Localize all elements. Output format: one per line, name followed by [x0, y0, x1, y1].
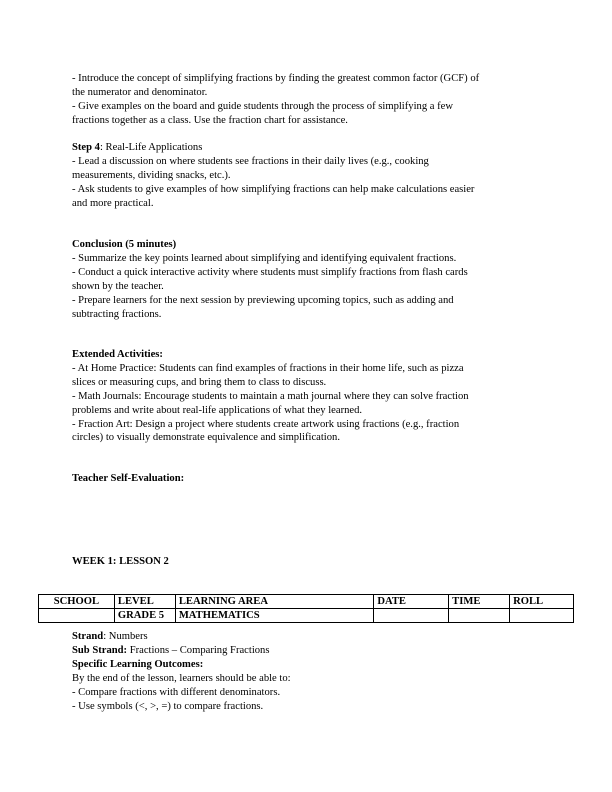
text-line: shown by the teacher.: [72, 280, 164, 292]
strand-line: [72, 630, 542, 644]
header-date: DATE: [374, 595, 449, 609]
step4-heading: [72, 141, 542, 155]
header-time: TIME: [449, 595, 510, 609]
substrand-line: [72, 644, 542, 658]
extended-heading: Extended Activities:: [72, 349, 163, 360]
text-line: circles) to visually demonstrate equivalence and simplification.: [72, 432, 340, 444]
text-line: problems and write about real-life applications of what they learned.: [72, 404, 363, 416]
text-line: slices or measuring cups, and bring them to class to discuss.: [72, 376, 327, 388]
text-line: the numerator and denominator.: [72, 86, 208, 98]
lesson-details-section: [72, 630, 542, 713]
step4-section: [72, 141, 542, 211]
text-line: - Summarize the key points learned about simplifying and identifying equivalent fractions.: [72, 252, 457, 264]
self-evaluation-section: [72, 472, 542, 486]
week-lesson-section: [72, 555, 542, 569]
text-line: - Compare fractions with different denominators.: [72, 686, 281, 698]
text-line: subtracting fractions.: [72, 308, 162, 320]
substrand-value: Fractions – Comparing Fractions: [127, 644, 270, 656]
text-line: - Lead a discussion on where students see fractions in their daily lives (e.g., cooking: [72, 155, 429, 167]
lesson-info-table: [38, 594, 574, 623]
strand-label: Strand: [72, 631, 104, 642]
text-line: - Use symbols (<, >, =) to compare fractions.: [72, 700, 264, 712]
cell-roll: [510, 609, 574, 623]
conclusion-heading: Conclusion (5 minutes): [72, 239, 177, 250]
text-line: - Ask students to give examples of how simplifying fractions can help make calculations easier: [72, 183, 475, 195]
cell-level: GRADE 5: [114, 609, 175, 623]
cell-date: [374, 609, 449, 623]
text-line: fractions together as a class. Use the fraction chart for assistance.: [72, 114, 348, 126]
text-line: - Give examples on the board and guide students through the process of simplifying a few: [72, 100, 453, 112]
extended-activities-section: [72, 348, 542, 445]
cell-school: [39, 609, 115, 623]
text-line: By the end of the lesson, learners should be able to:: [72, 672, 291, 684]
self-evaluation-heading: Teacher Self-Evaluation:: [72, 473, 185, 484]
table-row: [39, 609, 574, 623]
cell-learning-area: MATHEMATICS: [175, 609, 374, 623]
text-line: - Conduct a quick interactive activity where students must simplify fractions from flash cards: [72, 266, 468, 278]
week-lesson-heading: WEEK 1: LESSON 2: [72, 556, 169, 567]
strand-value: : Numbers: [103, 631, 148, 642]
text-line: - Math Journals: Encourage students to maintain a math journal where they can solve fraction: [72, 390, 469, 402]
conclusion-section: [72, 238, 542, 321]
step4-heading-label: Step 4: [72, 142, 100, 153]
text-line: - At Home Practice: Students can find examples of fractions in their home life, such as pizza: [72, 362, 464, 374]
header-roll: ROLL: [510, 595, 574, 609]
text-line: and more practical.: [72, 197, 154, 209]
outcomes-heading: Specific Learning Outcomes:: [72, 658, 204, 670]
text-line: - Fraction Art: Design a project where students create artwork using fractions (e.g., fraction: [72, 418, 460, 430]
table-header-row: [39, 595, 574, 609]
text-line: measurements, dividing snacks, etc.).: [72, 169, 231, 181]
substrand-label: Sub Strand:: [72, 644, 128, 656]
header-learning-area: LEARNING AREA: [175, 595, 374, 609]
text-line: - Introduce the concept of simplifying fractions by finding the greatest common factor (GCF) of: [72, 73, 480, 84]
text-line: - Prepare learners for the next session by previewing upcoming topics, such as adding and: [72, 294, 454, 306]
cell-time: [449, 609, 510, 623]
header-school: SCHOOL: [39, 595, 115, 609]
simplifying-instructions: [72, 72, 542, 128]
header-level: LEVEL: [114, 595, 175, 609]
step4-heading-title: : Real-Life Applications: [99, 142, 203, 153]
